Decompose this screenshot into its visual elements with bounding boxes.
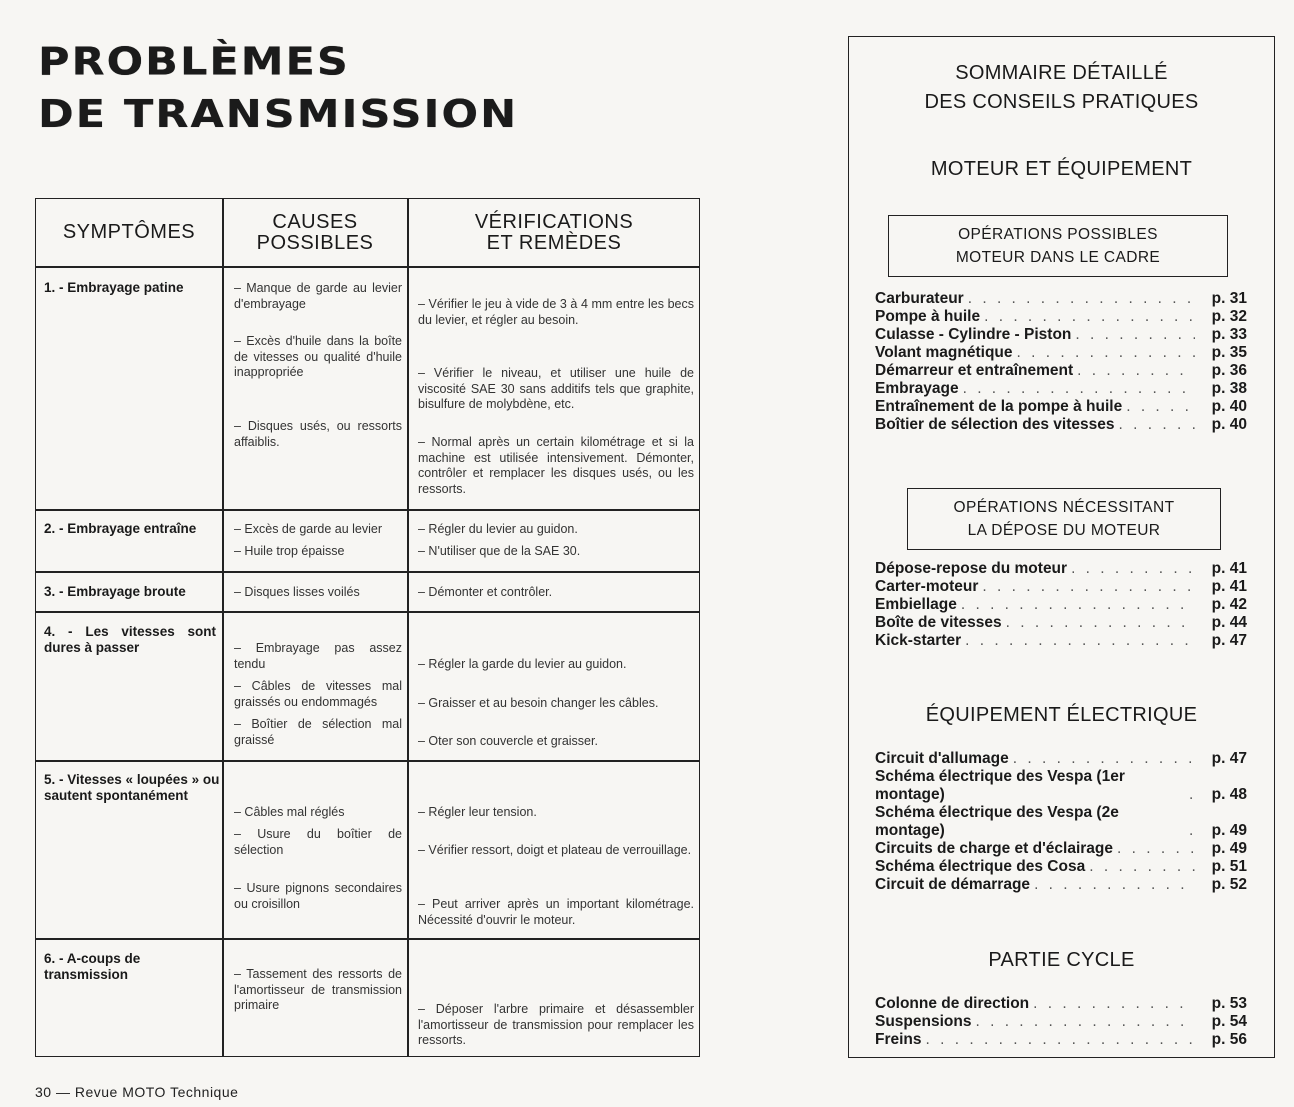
- row-divider: [36, 266, 699, 268]
- toc-entry[interactable]: Colonne de direction . . . p. 53: [875, 995, 1247, 1013]
- summary-title-line-2: DES CONSEILS PRATIQUES: [924, 91, 1199, 113]
- summary-title-line-1: SOMMAIRE DÉTAILLÉ: [955, 62, 1168, 84]
- toc-entry[interactable]: Carburateur . . . p. 31: [875, 290, 1247, 308]
- subsection-title-line: OPÉRATIONS NÉCESSITANT: [953, 499, 1175, 516]
- row-divider: [36, 571, 699, 573]
- remedy-2-1: – Régler du levier au guidon.: [418, 522, 578, 536]
- header-remedies: VÉRIFICATIONS ET REMÈDES: [474, 210, 634, 254]
- section-heading-chassis: PARTIE CYCLE: [988, 949, 1135, 971]
- subsection-box-engine-in-frame: [888, 215, 1228, 277]
- row-divider: [36, 760, 699, 762]
- remedy-1-1: – Vérifier le jeu à vide de 3 à 4 mm entre les becs du levier, et régler au besoin.: [418, 297, 694, 327]
- page-footer: 30 — Revue MOTO Technique: [35, 1084, 239, 1100]
- remedy-1-3: – Normal après un certain kilométrage et si la machine est utilisée intensivement. Démonter, contrôler et remplacer les disques usés, ou les ressorts.: [418, 435, 694, 496]
- toc-entry[interactable]: Dépose-repose du moteur . . . p. 41: [875, 560, 1247, 578]
- toc-entry[interactable]: Démarreur et entraînement . . . p. 36: [875, 362, 1247, 380]
- toc-entry[interactable]: Carter-moteur . . . p. 41: [875, 578, 1247, 596]
- subsection-box-engine-removed: [907, 488, 1221, 550]
- remedy-5-1: – Régler leur tension.: [418, 805, 537, 819]
- cause-5-3: – Usure pignons secondaires ou croisillon: [234, 881, 402, 911]
- toc-entry[interactable]: Boîtier de sélection des vitesses . . . p. 40: [875, 416, 1247, 434]
- subsection-title-line: MOTEUR DANS LE CADRE: [955, 249, 1161, 266]
- toc-entry[interactable]: Embrayage . . . p. 38: [875, 380, 1247, 398]
- toc-entry[interactable]: Embiellage . . . p. 42: [875, 596, 1247, 614]
- remedy-2-2: – N'utiliser que de la SAE 30.: [418, 544, 581, 558]
- symptom-2: 2. - Embrayage entraîne: [44, 521, 197, 536]
- cause-4-3: – Boîtier de sélection mal graissé: [234, 717, 402, 747]
- column-divider: [407, 199, 409, 1056]
- toc-entry[interactable]: Schéma électrique des Vespa (2e montage) . . . p. 49: [875, 804, 1247, 840]
- cause-2-2: – Huile trop épaisse: [234, 544, 345, 558]
- toc-entry[interactable]: Circuit de démarrage . . . p. 52: [875, 876, 1247, 894]
- toc-list-engine-removed: [875, 560, 1247, 650]
- page-title-line-1: PROBLÈMES: [38, 39, 350, 85]
- toc-list-electrical: [875, 750, 1247, 894]
- summary-panel: [848, 36, 1275, 1058]
- remedy-3-1: – Démonter et contrôler.: [418, 585, 553, 599]
- remedy-4-2: – Graisser et au besoin changer les câbles.: [418, 696, 659, 710]
- page-title-line-2: DE TRANSMISSION: [38, 91, 519, 137]
- remedy-6-1: – Déposer l'arbre primaire et désassembler l'amortisseur de transmission pour remplacer les ressorts.: [418, 1002, 694, 1047]
- toc-entry[interactable]: Kick-starter . . . p. 47: [875, 632, 1247, 650]
- cause-2-1: – Excès de garde au levier: [234, 522, 383, 536]
- section-heading-electrical: ÉQUIPEMENT ÉLECTRIQUE: [925, 704, 1198, 726]
- subsection-title-line: OPÉRATIONS POSSIBLES: [958, 226, 1158, 243]
- symptom-5: 5. - Vitesses « loupées » ou sautent spontanément: [44, 772, 220, 803]
- subsection-title-line: LA DÉPOSE DU MOTEUR: [967, 522, 1161, 539]
- toc-list-engine-in-frame: [875, 290, 1247, 434]
- remedy-5-3: – Peut arriver après un important kilométrage. Nécessité d'ouvrir le moteur.: [418, 897, 694, 927]
- toc-entry[interactable]: Pompe à huile . . . p. 32: [875, 308, 1247, 326]
- cause-1-2: – Excès d'huile dans la boîte de vitesses ou qualité d'huile inappropriée: [234, 334, 402, 379]
- cause-5-1: – Câbles mal réglés: [234, 805, 345, 819]
- toc-entry[interactable]: Schéma électrique des Cosa . . . p. 51: [875, 858, 1247, 876]
- toc-entry[interactable]: Circuits de charge et d'éclairage . . . p. 49: [875, 840, 1247, 858]
- row-divider: [36, 509, 699, 511]
- toc-entry[interactable]: Schéma électrique des Vespa (1er montage) . . . p. 48: [875, 768, 1247, 804]
- toc-entry[interactable]: Boîte de vitesses . . . p. 44: [875, 614, 1247, 632]
- toc-list-chassis: [875, 995, 1247, 1049]
- toc-entry[interactable]: Freins . . . p. 56: [875, 1031, 1247, 1049]
- toc-entry[interactable]: Culasse - Cylindre - Piston . . . p. 33: [875, 326, 1247, 344]
- cause-4-2: – Câbles de vitesses mal graissés ou endommagés: [234, 679, 402, 709]
- symptom-4: 4. - Les vitesses sont dures à passer: [44, 624, 216, 655]
- toc-entry[interactable]: Suspensions . . . p. 54: [875, 1013, 1247, 1031]
- header-symptoms: SYMPTÔMES: [62, 221, 196, 243]
- section-heading-engine: MOTEUR ET ÉQUIPEMENT: [930, 158, 1193, 180]
- row-divider: [36, 938, 699, 940]
- toc-entry[interactable]: Entraînement de la pompe à huile . . . p. 40: [875, 398, 1247, 416]
- page-title: [38, 36, 518, 140]
- symptom-6: 6. - A-coups de transmission: [44, 951, 141, 982]
- remedy-4-3: – Oter son couvercle et graisser.: [418, 734, 598, 748]
- diagnostic-table: [35, 198, 700, 1057]
- symptom-1: 1. - Embrayage patine: [44, 280, 184, 295]
- remedy-1-2: – Vérifier le niveau, et utiliser une huile de viscosité SAE 30 sans additifs tels que graphite, bisulfure de molybdène, etc.: [418, 366, 694, 411]
- cause-5-2: – Usure du boîtier de sélection: [234, 827, 402, 857]
- cause-4-1: – Embrayage pas assez tendu: [234, 641, 402, 671]
- toc-entry[interactable]: Volant magnétique . . . p. 35: [875, 344, 1247, 362]
- remedy-5-2: – Vérifier ressort, doigt et plateau de verrouillage.: [418, 843, 692, 857]
- column-divider: [222, 199, 224, 1056]
- cause-1-3: – Disques usés, ou ressorts affaiblis.: [234, 419, 402, 449]
- symptom-3: 3. - Embrayage broute: [44, 584, 186, 599]
- toc-entry[interactable]: Circuit d'allumage . . . p. 47: [875, 750, 1247, 768]
- cause-1-1: – Manque de garde au levier d'embrayage: [234, 281, 402, 311]
- cause-3-1: – Disques lisses voilés: [234, 585, 360, 599]
- cause-6-1: – Tassement des ressorts de l'amortisseur de transmission primaire: [234, 967, 402, 1012]
- row-divider: [36, 611, 699, 613]
- remedy-4-1: – Régler la garde du levier au guidon.: [418, 657, 627, 671]
- header-causes: CAUSES POSSIBLES: [256, 210, 374, 254]
